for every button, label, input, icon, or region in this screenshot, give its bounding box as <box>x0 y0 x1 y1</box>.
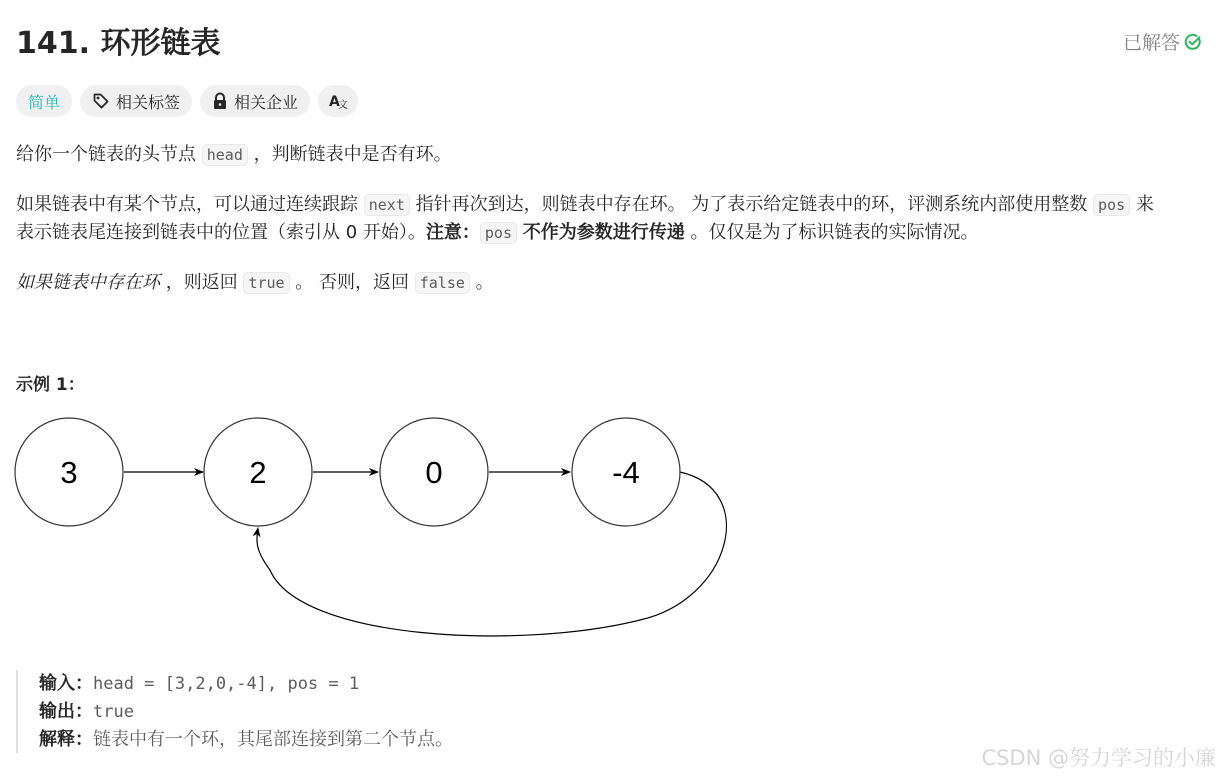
svg-text:文: 文 <box>338 100 349 110</box>
watermark: CSDN @努力学习的小廉 <box>981 746 1216 770</box>
node-2 <box>204 418 312 526</box>
code-head: head <box>202 144 248 166</box>
input-label: 输入： <box>39 673 93 694</box>
code-pos: pos <box>1093 194 1130 216</box>
note-label: 注意： <box>425 222 480 243</box>
check-circle-icon <box>1184 33 1202 51</box>
input-value: head = [3,2,0,-4], pos = 1 <box>93 674 360 694</box>
translate-icon <box>328 92 348 110</box>
difficulty-badge[interactable] <box>16 85 72 117</box>
node-label: 3 <box>60 455 78 490</box>
related-companies-button[interactable] <box>200 85 310 117</box>
tag-bar <box>16 85 358 117</box>
example-io <box>16 670 453 753</box>
output-label: 输出： <box>39 701 93 722</box>
node-neg4 <box>572 418 680 526</box>
translate-button[interactable] <box>318 85 358 117</box>
solved-status <box>1123 28 1202 55</box>
example-title: 示例 1： <box>16 375 85 395</box>
related-tags-button[interactable] <box>80 85 192 117</box>
output-value: true <box>93 702 134 722</box>
node-label: 2 <box>249 455 267 490</box>
solved-label: 已解答 <box>1122 32 1180 54</box>
description-paragraph-3: 如果链表中存在环 ，则返回 true 。 否则，返回 false 。 <box>16 272 494 293</box>
explain-label: 解释： <box>39 729 93 750</box>
output-line <box>39 698 453 726</box>
node-label: -4 <box>612 455 640 490</box>
code-pos-note: pos <box>480 222 517 244</box>
code-true: true <box>243 272 289 294</box>
description-paragraph-1: 给你一个链表的头节点 head ，判断链表中是否有环。 <box>16 144 452 165</box>
note-emphasis: 不作为参数进行传递 <box>522 222 685 243</box>
code-next: next <box>364 194 410 216</box>
code-false: false <box>415 272 470 294</box>
node-3 <box>15 418 123 526</box>
difficulty-label: 简单 <box>28 92 61 112</box>
emphasis-has-cycle: 如果链表中存在环 <box>16 272 160 293</box>
related-companies-label: 相关企业 <box>234 92 299 112</box>
page-title: 141. 环形链表 <box>16 26 221 61</box>
svg-text:A: A <box>329 94 340 110</box>
linked-list-diagram <box>0 410 760 650</box>
tag-icon <box>92 92 110 110</box>
node-0 <box>380 418 488 526</box>
node-label: 0 <box>425 455 443 490</box>
related-tags-label: 相关标签 <box>116 92 181 112</box>
lock-icon <box>212 92 228 110</box>
input-line <box>39 670 453 698</box>
explain-line <box>39 726 453 753</box>
explain-value: 链表中有一个环，其尾部连接到第二个节点。 <box>93 729 453 750</box>
description-paragraph-2: 如果链表中有某个节点，可以通过连续跟踪 next 指针再次到达，则链表中存在环。 为了表示给定链表中的环，评测系统内部使用整数 pos 来 表示链表尾连接到链表中的位置（索引从 0 开始）。注意： pos 不作为参数进行传递 。仅仅是为了标识链表的实际情况。 <box>16 194 1154 243</box>
